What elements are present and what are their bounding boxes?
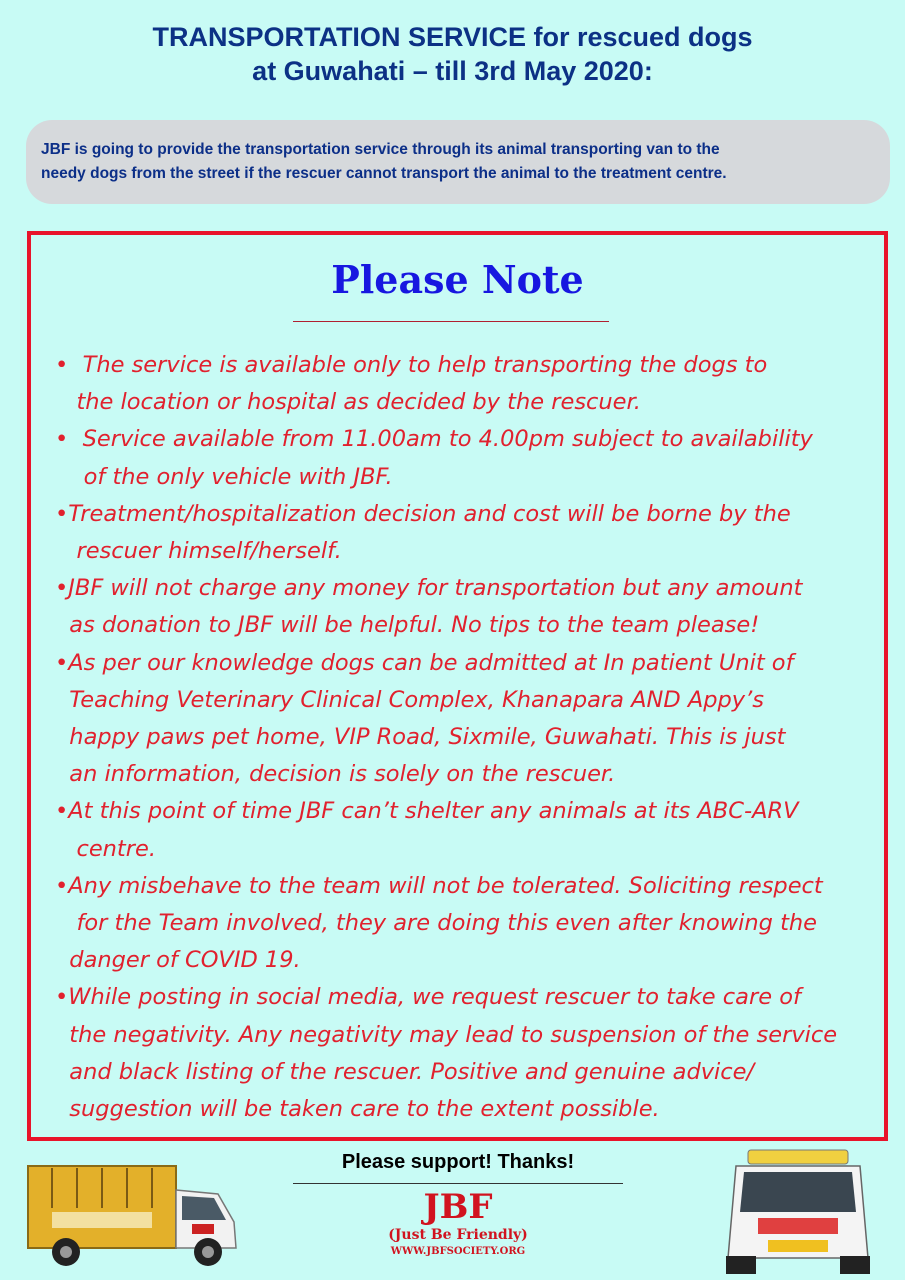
logo-website: WWW.JBFSOCIETY.ORG <box>390 1246 526 1257</box>
please-note-box <box>27 231 888 1141</box>
note-line: for the Team involved, they are doing this even after knowing the <box>55 910 818 937</box>
note-heading-underline <box>293 321 609 322</box>
note-line: •Any misbehave to the team will not be tolerated. Soliciting respect <box>55 872 823 899</box>
info-line-1: JBF is going to provide the transportation service through its animal transporting van to the <box>41 141 720 158</box>
note-line: • The service is available only to help transporting the dogs to <box>55 352 768 378</box>
note-line: happy paws pet home, VIP Road, Sixmile, Guwahati. This is just <box>55 724 786 751</box>
note-line: •At this point of time JBF can’t shelter any animals at its ABC-ARV <box>55 798 799 825</box>
note-line: danger of COVID 19. <box>55 947 301 974</box>
van-front-image <box>718 1148 878 1276</box>
jbf-logo <box>340 1188 576 1260</box>
note-line: and black listing of the rescuer. Positive and genuine advice/ <box>55 1058 755 1085</box>
info-banner <box>26 120 890 204</box>
note-line: as donation to JBF will be helpful. No tips to the team please! <box>55 612 760 639</box>
note-line: the location or hospital as decided by the rescuer. <box>55 389 641 416</box>
note-line: of the only vehicle with JBF. <box>55 463 393 490</box>
note-list <box>55 347 865 1128</box>
note-line: •As per our knowledge dogs can be admitted at In patient Unit of <box>55 649 794 676</box>
note-line: an information, decision is solely on the rescuer. <box>55 761 616 788</box>
info-line-2: needy dogs from the street if the rescuer cannot transport the animal to the treatment centre. <box>41 165 727 182</box>
support-divider <box>293 1183 623 1184</box>
page-title <box>0 20 905 88</box>
van-side-image <box>22 1160 242 1270</box>
logo-subtitle: (Just Be Friendly) <box>388 1227 528 1243</box>
note-line: rescuer himself/herself. <box>55 538 342 565</box>
note-heading: Please Note <box>331 257 584 302</box>
title-line-1: TRANSPORTATION SERVICE for rescued dogs <box>152 22 753 52</box>
note-line: centre. <box>55 835 156 862</box>
note-line: •Treatment/hospitalization decision and cost will be borne by the <box>55 500 791 527</box>
support-message: Please support! Thanks! <box>341 1151 575 1173</box>
note-line: the negativity. Any negativity may lead to suspension of the service <box>55 1021 838 1048</box>
note-line: Teaching Veterinary Clinical Complex, Khanapara AND Appy’s <box>55 686 764 713</box>
note-line: • Service available from 11.00am to 4.00pm subject to availability <box>55 426 813 453</box>
logo-name: JBF <box>423 1187 493 1227</box>
note-line: suggestion will be taken care to the extent possible. <box>55 1096 660 1123</box>
note-line: •While posting in social media, we request rescuer to take care of <box>55 984 801 1011</box>
note-line: •JBF will not charge any money for transportation but any amount <box>55 575 803 602</box>
title-line-2: at Guwahati – till 3rd May 2020: <box>252 56 653 86</box>
